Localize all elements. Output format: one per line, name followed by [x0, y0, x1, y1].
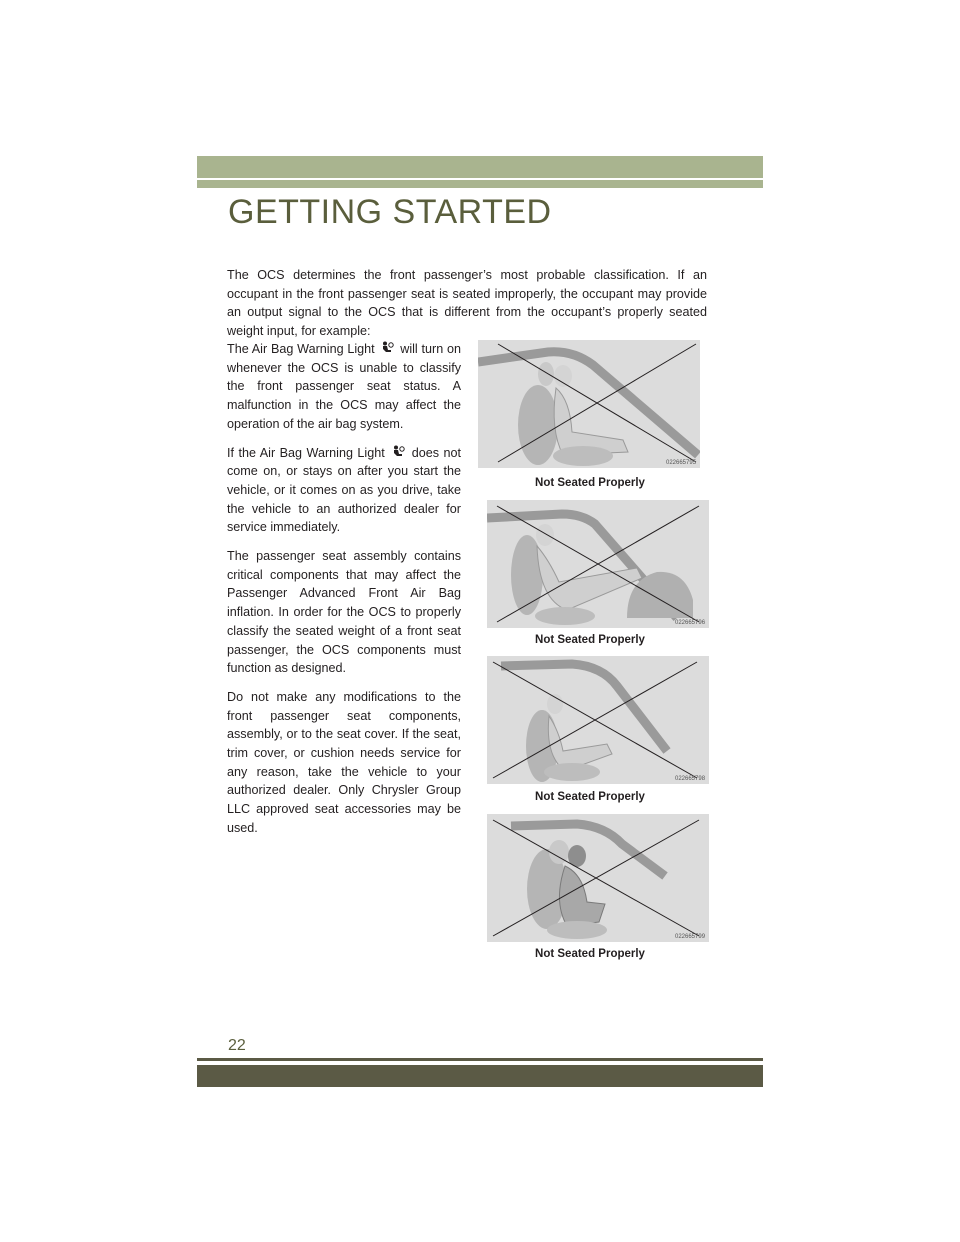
p1-before: The Air Bag Warning Light: [227, 342, 375, 356]
text-column: [227, 340, 461, 848]
figure-1-illustration: [478, 340, 700, 468]
intro-paragraph: The OCS determines the front passenger’s most probable classification. If an occupant in the front passenger seat is seated improperly, the occupant may provide an output signal to the OCS that is different from the occupant’s properly seated weight input, for example:: [227, 268, 707, 339]
figure-3-id: 022665798: [675, 776, 706, 782]
header-band: [197, 156, 763, 178]
figure-3-illustration: [487, 656, 709, 784]
p2-before: If the Air Bag Warning Light: [227, 445, 385, 460]
figure-2-id: 022665796: [675, 620, 706, 626]
page-number: 22: [228, 1037, 246, 1054]
figure-2-caption: Not Seated Properly: [535, 634, 645, 646]
section-title: GETTING STARTED: [228, 193, 552, 231]
paragraph-warning-light: [227, 340, 461, 434]
figure-4-id: 022665799: [675, 934, 706, 940]
paragraph-modifications: Do not make any modifications to the front passenger seat components, assembly, or to the seat cover. If the seat, trim cover, or cushion needs service for any reason, take the vehicle to your authorized dealer. Only Chrysler Group LLC approved seat accessories may be used.: [227, 689, 461, 835]
figure-4-caption: Not Seated Properly: [535, 948, 645, 960]
airbag-warning-icon: [380, 341, 394, 355]
footer-rule: [197, 1058, 763, 1061]
p2-after: does not come on, or stays on after you start the vehicle, or it comes on as you drive, take the vehicle to an authorized dealer for service immediately.: [227, 445, 461, 535]
header-rule: [197, 180, 763, 188]
figure-2-illustration: [487, 500, 709, 628]
paragraph-service: [227, 444, 461, 538]
figure-1-id: 022665795: [666, 460, 697, 466]
p1-after: will turn on whenever the OCS is unable to classify the front passenger seat status. A malfunction in the OCS may affect the operation of the air bag system.: [227, 342, 461, 431]
figure-1-caption: Not Seated Properly: [535, 477, 645, 489]
airbag-warning-icon: [391, 445, 405, 459]
figure-4-illustration: [487, 814, 709, 942]
footer-band: [197, 1065, 763, 1087]
paragraph-components: The passenger seat assembly contains critical components that may affect the Passenger Advanced Front Air Bag inflation. In order for the OCS to properly classify the seated weight of a front seat passenger, the OCS components must function as designed.: [227, 549, 461, 676]
figure-3-caption: Not Seated Properly: [535, 791, 645, 803]
